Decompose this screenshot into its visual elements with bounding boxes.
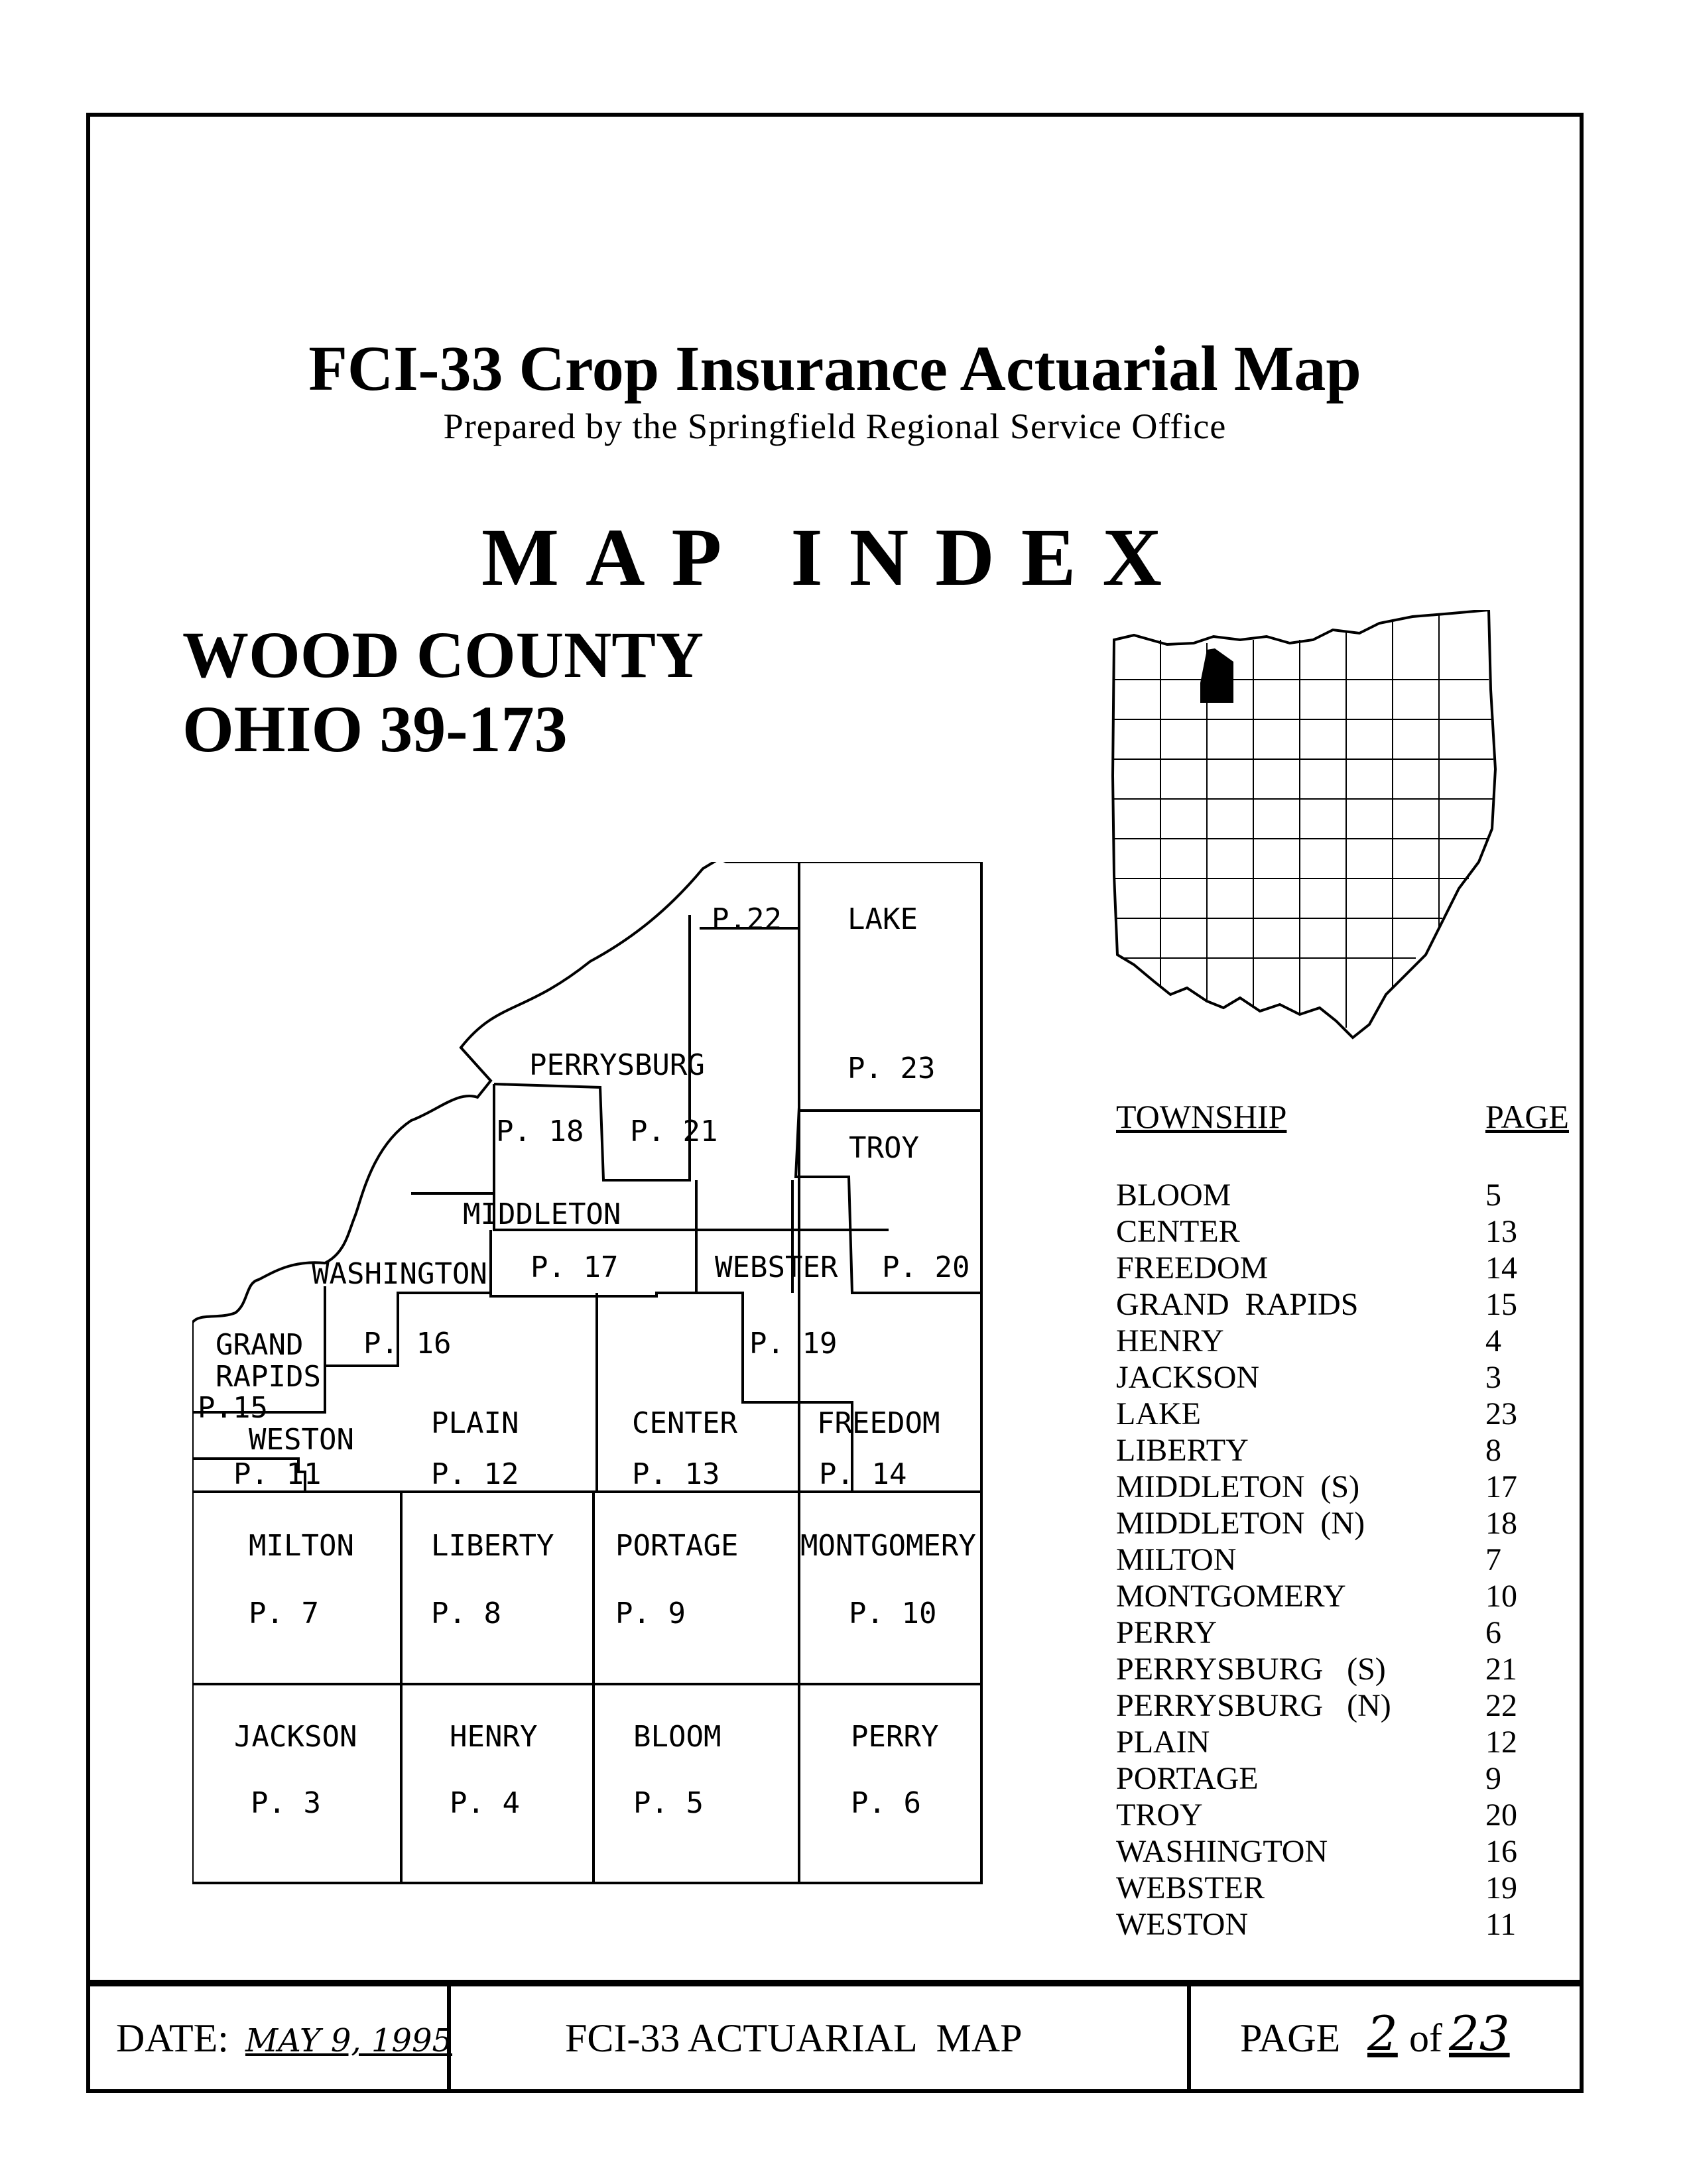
township-index-name: PERRYSBURG (S)	[1116, 1652, 1386, 1687]
township-index-page: 13	[1485, 1214, 1517, 1249]
weston-township-name: WESTON	[249, 1423, 354, 1457]
liberty-township-page: P. 8	[431, 1597, 501, 1630]
footer-divider-right	[1187, 1986, 1191, 2093]
portage-township-name: PORTAGE	[615, 1529, 739, 1563]
henry-township-page: P. 4	[450, 1786, 520, 1820]
township-index-name: BLOOM	[1116, 1178, 1231, 1213]
township-index-name: PORTAGE	[1116, 1761, 1259, 1796]
township-index-name: WASHINGTON	[1116, 1834, 1328, 1869]
grand-rapids-township-page: P.15	[198, 1391, 268, 1425]
date-value: MAY 9, 1995	[245, 2022, 453, 2059]
page-of: of	[1409, 2016, 1442, 2060]
page-label: PAGE	[1240, 2016, 1341, 2060]
washington-township-name: WASHINGTON	[312, 1257, 487, 1291]
township-index-page: 19	[1485, 1870, 1517, 1906]
milton-township-name: MILTON	[249, 1529, 354, 1563]
middleton-n-page: P. 18	[496, 1115, 584, 1148]
township-index-name: MIDDLETON (N)	[1116, 1506, 1365, 1541]
index-title: MAP INDEX	[481, 512, 1189, 603]
township-index-page: 6	[1485, 1615, 1501, 1650]
page-total: 23	[1449, 2006, 1510, 2061]
page-column-header: PAGE	[1485, 1098, 1569, 1135]
township-index-page: 20	[1485, 1797, 1517, 1833]
troy-township-name: TROY	[849, 1131, 919, 1165]
township-index-name: LAKE	[1116, 1396, 1201, 1431]
township-index-name: LIBERTY	[1116, 1433, 1249, 1468]
weston-township-page: P. 11	[233, 1457, 322, 1491]
township-index-page: 23	[1485, 1396, 1517, 1431]
milton-township-page: P. 7	[249, 1597, 319, 1630]
township-index-name: JACKSON	[1116, 1360, 1260, 1395]
plain-township-name: PLAIN	[431, 1406, 519, 1440]
township-index-page: 11	[1485, 1907, 1517, 1942]
township-index-name: FREEDOM	[1116, 1250, 1269, 1286]
township-index-name: PERRYSBURG (N)	[1116, 1688, 1391, 1723]
montgomery-township-page: P. 10	[849, 1597, 937, 1630]
page-current: 2	[1367, 2006, 1398, 2061]
township-index-page: 8	[1485, 1433, 1501, 1468]
township-index-page: 16	[1485, 1834, 1517, 1869]
webster-township-page: P. 19	[749, 1327, 838, 1361]
county-name: WOOD COUNTY	[182, 618, 704, 692]
plain-township-page: P. 12	[431, 1457, 519, 1491]
township-index-name: MONTGOMERY	[1116, 1579, 1346, 1614]
jackson-township-page: P. 3	[251, 1786, 321, 1820]
township-index-name: MIDDLETON (S)	[1116, 1469, 1360, 1504]
township-column-header: TOWNSHIP	[1116, 1098, 1287, 1135]
lake-township-page: P. 23	[847, 1052, 936, 1085]
township-index-page: 17	[1485, 1469, 1517, 1504]
township-index-name: WEBSTER	[1116, 1870, 1265, 1906]
perrysburg-n-page: P.22	[712, 902, 782, 936]
township-index-name: GRAND RAPIDS	[1116, 1287, 1359, 1322]
township-index-page: 14	[1485, 1250, 1517, 1286]
township-index-page: 12	[1485, 1725, 1517, 1760]
footer-separator	[86, 1980, 1584, 1986]
township-index-page: 3	[1485, 1360, 1501, 1395]
township-index-page: 4	[1485, 1323, 1501, 1359]
montgomery-township-name: MONTGOMERY	[800, 1529, 976, 1563]
perrysburg-township-name: PERRYSBURG	[529, 1048, 705, 1082]
lake-township-name: LAKE	[847, 902, 918, 936]
perrysburg-s-page: P. 21	[630, 1115, 718, 1148]
township-index-page: 10	[1485, 1579, 1517, 1614]
bloom-township-page: P. 5	[633, 1786, 704, 1820]
map-subtitle: Prepared by the Springfield Regional Service Office	[443, 406, 1227, 446]
center-township-page: P. 13	[632, 1457, 720, 1491]
township-index-name: CENTER	[1116, 1214, 1240, 1249]
middleton-s-page: P. 17	[531, 1250, 619, 1284]
township-index-name: HENRY	[1116, 1323, 1224, 1359]
portage-township-page: P. 9	[615, 1597, 686, 1630]
township-index-page: 22	[1485, 1688, 1517, 1723]
date-label: DATE:	[116, 2016, 229, 2060]
township-index-page: 7	[1485, 1542, 1501, 1577]
bloom-township-name: BLOOM	[633, 1720, 721, 1754]
ohio-locator-map	[1107, 610, 1499, 1048]
township-index-page: 9	[1485, 1761, 1501, 1796]
grand-rapids-township-name: GRAND RAPIDS	[216, 1328, 321, 1394]
washington-township-page: P. 16	[363, 1327, 452, 1361]
township-index-page: 15	[1485, 1287, 1517, 1322]
freedom-township-name: FREEDOM	[817, 1406, 940, 1440]
middleton-township-name: MIDDLETON	[463, 1197, 621, 1231]
center-township-name: CENTER	[632, 1406, 737, 1440]
township-index-page: 5	[1485, 1178, 1501, 1213]
township-index-page: 18	[1485, 1506, 1517, 1541]
map-title: FCI-33 Crop Insurance Actuarial Map	[308, 333, 1361, 404]
webster-township-name: WEBSTER	[715, 1250, 838, 1284]
jackson-township-name: JACKSON	[234, 1720, 357, 1754]
perry-township-name: PERRY	[851, 1720, 939, 1754]
township-index-name: WESTON	[1116, 1907, 1249, 1942]
footer-title: FCI-33 ACTUARIAL MAP	[565, 2016, 1023, 2060]
freedom-township-page: P. 14	[819, 1457, 907, 1491]
henry-township-name: HENRY	[450, 1720, 538, 1754]
troy-township-page: P. 20	[882, 1250, 970, 1284]
perry-township-page: P. 6	[851, 1786, 921, 1820]
township-index-name: PLAIN	[1116, 1725, 1210, 1760]
township-index-name: PERRY	[1116, 1615, 1218, 1650]
township-index-name: TROY	[1116, 1797, 1203, 1833]
state-code: OHIO 39-173	[182, 692, 568, 766]
township-index-page: 21	[1485, 1652, 1517, 1687]
township-index-name: MILTON	[1116, 1542, 1237, 1577]
liberty-township-name: LIBERTY	[431, 1529, 554, 1563]
